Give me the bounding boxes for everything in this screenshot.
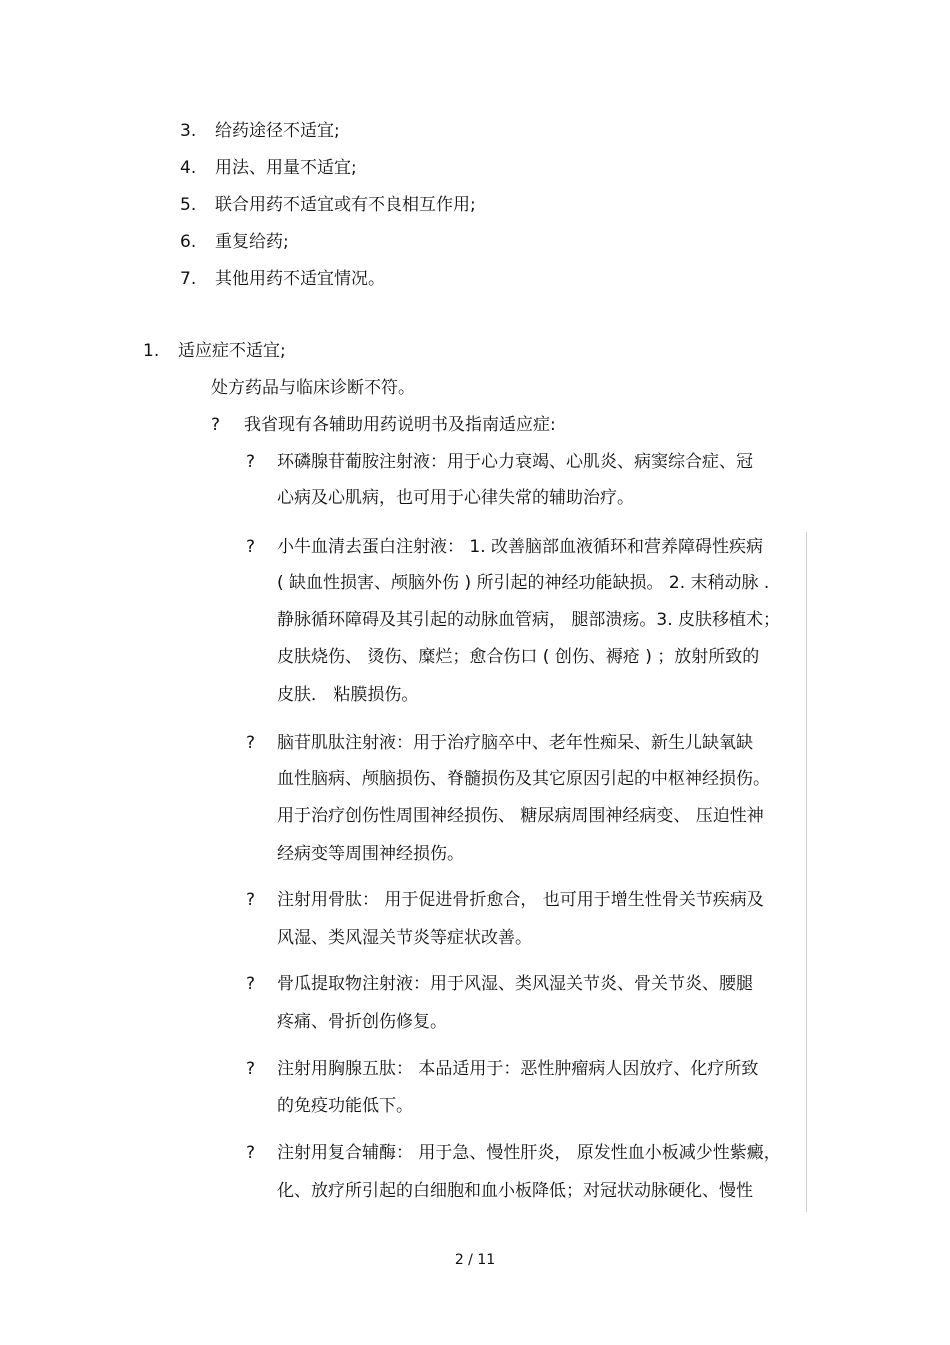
list-item: 给药途径不适宜;: [215, 121, 340, 141]
right-margin-rule: [806, 532, 807, 1212]
list-item: 其他用药不适宜情况。: [215, 269, 385, 289]
drug-text-line: 用于治疗创伤性周围神经损伤、 糖尿病周围神经病变、 压迫性神: [277, 806, 764, 826]
bullet-question-mark: ?: [246, 452, 256, 472]
bullet-question-mark: ?: [246, 974, 256, 994]
list-number: 5.: [180, 195, 197, 215]
bullet-question-mark: ?: [246, 733, 256, 753]
bullet-question-mark: ?: [246, 1059, 256, 1079]
drug-text-line: 的免疫功能低下。: [277, 1096, 413, 1116]
drug-text-line: 疼痛、骨折创伤修复。: [277, 1012, 447, 1032]
subsection-title: 我省现有各辅助用药说明书及指南适应症:: [244, 415, 556, 435]
drug-text-line: 静脉循环障碍及其引起的动脉血管病， 腿部溃疡。3. 皮肤移植术；: [277, 610, 781, 630]
section-description: 处方药品与临床诊断不符。: [211, 378, 415, 398]
drug-text-line: 小牛血清去蛋白注射液： 1. 改善脑部血液循环和营养障碍性疾病: [277, 537, 764, 557]
list-number: 6.: [180, 232, 197, 252]
drug-text-line: 血性脑病、颅脑损伤、脊髓损伤及其它原因引起的中枢神经损伤。: [277, 769, 770, 789]
drug-text-line: 风湿、类风湿关节炎等症状改善。: [277, 928, 532, 948]
drug-text-line: 注射用复合辅酶： 用于急、慢性肝炎， 原发性血小板减少性紫癜，: [277, 1143, 781, 1163]
drug-text-line: 皮肤． 粘膜损伤。: [277, 685, 419, 705]
list-item: 联合用药不适宜或有不良相互作用;: [215, 195, 476, 215]
drug-text-line: 注射用胸腺五肽： 本品适用于：恶性肿瘤病人因放疗、化疗所致: [277, 1059, 759, 1079]
bullet-question-mark: ?: [246, 537, 256, 557]
list-number: 4.: [180, 158, 197, 178]
drug-text-line: 环磷腺苷葡胺注射液：用于心力衰竭、心肌炎、病窦综合症、冠: [277, 452, 753, 472]
list-item: 重复给药;: [215, 232, 289, 252]
drug-text-line: 脑苷肌肽注射液：用于治疗脑卒中、老年性痴呆、新生儿缺氧缺: [277, 733, 753, 753]
drug-text-line: 经病变等周围神经损伤。: [277, 844, 464, 864]
section-title: 适应症不适宜;: [178, 341, 286, 361]
drug-text-line: 骨瓜提取物注射液：用于风湿、类风湿关节炎、骨关节炎、腰腿: [277, 974, 753, 994]
bullet-question-mark: ?: [246, 1143, 256, 1163]
section-number: 1.: [143, 341, 160, 361]
drug-text-line: 化、放疗所引起的白细胞和血小板降低；对冠状动脉硬化、慢性: [277, 1181, 753, 1201]
drug-text-line: ( 缺血性损害、颅脑外伤 ) 所引起的神经功能缺损。 2. 末稍动脉 .: [277, 573, 770, 593]
drug-text-line: 心病及心肌病，也可用于心律失常的辅助治疗。: [277, 488, 634, 508]
list-number: 7.: [180, 269, 197, 289]
list-item: 用法、用量不适宜;: [215, 158, 357, 178]
bullet-question-mark: ?: [211, 415, 221, 435]
list-number: 3.: [180, 121, 197, 141]
drug-text-line: 皮肤烧伤、 烫伤、糜烂；愈合伤口 ( 创伤、褥疮 ) ；放射所致的: [277, 647, 760, 667]
drug-text-line: 注射用骨肽： 用于促进骨折愈合， 也可用于增生性骨关节疾病及: [277, 890, 764, 910]
bullet-question-mark: ?: [246, 890, 256, 910]
page-number: 2 / 11: [454, 1252, 496, 1268]
